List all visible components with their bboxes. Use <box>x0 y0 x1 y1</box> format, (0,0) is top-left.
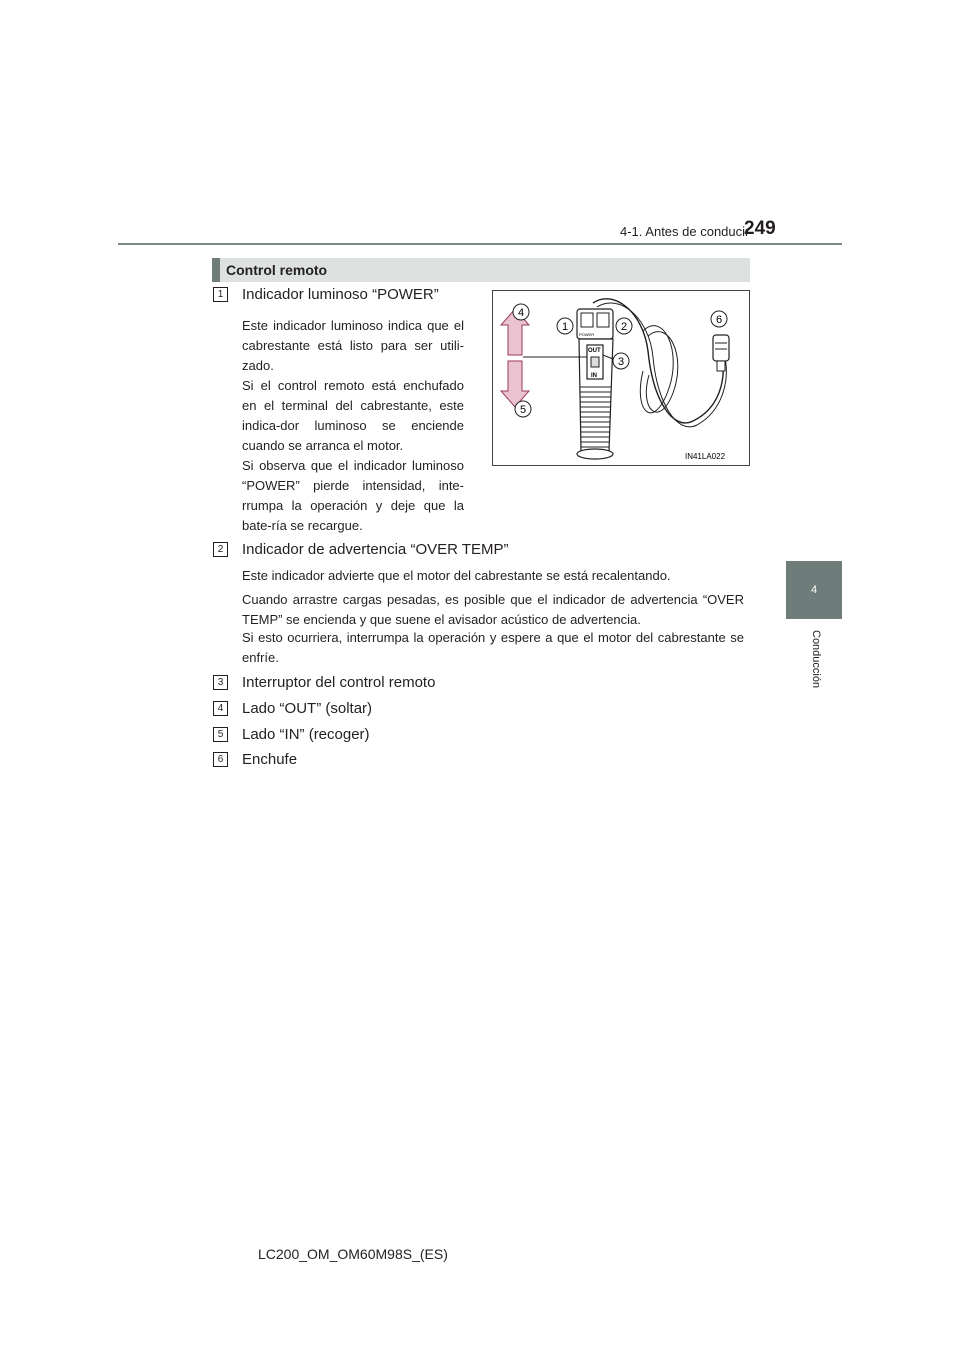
header-rule <box>118 243 842 245</box>
item-paragraph: Si esto ocurriera, interrumpa la operación y espere a que el motor del cabrestante se enfríe. <box>242 630 744 665</box>
item-number-badge: 2 <box>213 542 228 557</box>
item-number-badge: 5 <box>213 727 228 742</box>
item-title: Lado “OUT” (soltar) <box>242 700 373 717</box>
item-number-badge: 6 <box>213 752 228 767</box>
remote-control-illustration <box>493 291 749 465</box>
item-title: Indicador luminoso “POWER” <box>242 286 439 303</box>
item-title: Enchufe <box>242 751 298 768</box>
callout-2-label: 2 <box>620 321 628 333</box>
chapter-label: Conducción <box>810 630 822 689</box>
header-section-title: 4-1. Antes de conducir <box>620 224 750 239</box>
item-paragraph: Si el control remoto está enchufado en el terminal del cabrestante, este indica-dor luminoso se enciende cuando se arranca el motor. <box>242 378 464 453</box>
plug-neck <box>717 361 725 371</box>
in-arrow-icon <box>501 361 529 407</box>
handle-base <box>577 449 613 459</box>
remote-control-figure <box>492 290 750 466</box>
item-title: Indicador de advertencia “OVER TEMP” <box>242 541 509 558</box>
chapter-tab[interactable] <box>786 561 842 619</box>
callout-5-label: 5 <box>519 404 527 416</box>
callout-1-label: 1 <box>561 321 569 333</box>
switch-in-label: IN <box>591 373 597 379</box>
callout-4-label: 4 <box>517 307 525 319</box>
plug-body <box>713 335 729 361</box>
item-number-badge: 3 <box>213 675 228 690</box>
item-number-badge: 4 <box>213 701 228 716</box>
item-title: Interruptor del control remoto <box>242 674 436 691</box>
chapter-number: 4 <box>810 584 818 596</box>
item-paragraph: Cuando arrastre cargas pesadas, es posible que el indicador de advertencia “OVER TEMP” se encienda y que suene el avisador acústico de advertencia. <box>242 592 744 627</box>
switch-out-label: OUT <box>588 348 601 354</box>
item-paragraph: Este indicador luminoso indica que el cabrestante está listo para ser utili-zado. <box>242 318 464 373</box>
section-title: Control remoto <box>212 258 750 282</box>
item-paragraph: Este indicador advierte que el motor del cabrestante se está recalentando. <box>242 568 671 583</box>
item-title: Lado “IN” (recoger) <box>242 726 370 743</box>
callout-group <box>513 304 727 417</box>
page-number: 249 <box>744 218 776 239</box>
switch-paddle <box>591 357 599 367</box>
power-lamp <box>581 313 593 327</box>
figure-code: IN41LA022 <box>684 452 726 461</box>
callout-6-label: 6 <box>715 314 723 326</box>
over-temp-lamp <box>597 313 609 327</box>
power-label: POWER <box>579 332 595 337</box>
item-paragraph: Si observa que el indicador luminoso “POWER” pierde intensidad, inte-rrumpa la operación y deje que la bate-ría se recargue. <box>242 458 464 533</box>
item-number-badge: 1 <box>213 287 228 302</box>
callout-3-label: 3 <box>617 356 625 368</box>
footer-document-code: LC200_OM_OM60M98S_(ES) <box>258 1246 448 1262</box>
